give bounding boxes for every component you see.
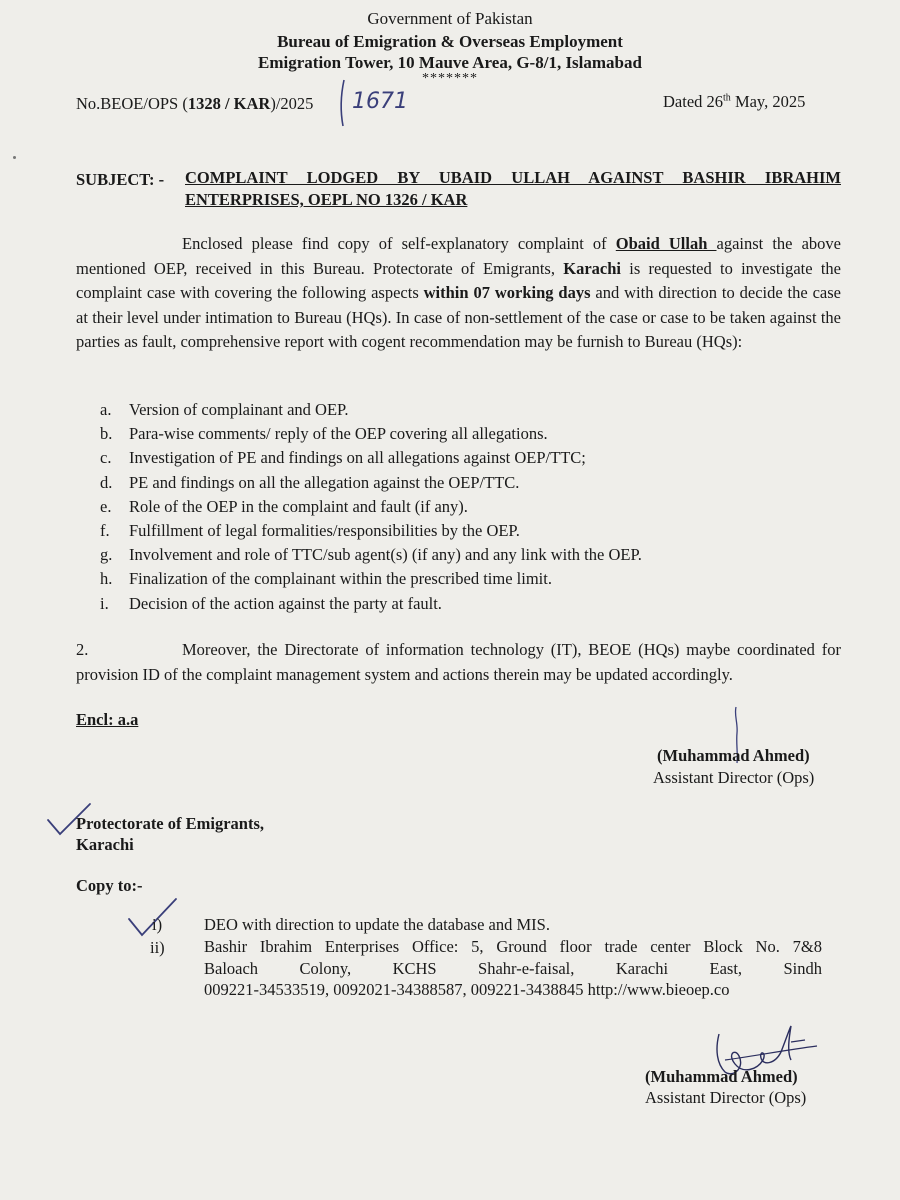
list-item — [100, 592, 820, 616]
list-item — [100, 471, 820, 495]
address-line-2: Baloach Colony, KCHS Shahr-e-faisal, Karachi East, Sindh — [204, 958, 822, 978]
handwritten-number-text: 1671 — [352, 89, 408, 114]
reference-suffix: )/2025 — [270, 94, 314, 113]
reference-code: 1328 / KAR — [187, 94, 271, 113]
copy-item-address — [204, 936, 822, 1001]
addressee-line-2: Karachi — [76, 835, 134, 854]
list-letter: e. — [100, 496, 112, 516]
date-suffix: May, 2025 — [730, 92, 806, 111]
p1-text-3: is requested to investigate the complaint case with covering the following aspects — [76, 258, 842, 303]
list-letter: g. — [100, 545, 113, 565]
list-item — [100, 543, 820, 567]
paragraph-1 — [76, 232, 841, 355]
list-letter: f. — [100, 520, 110, 540]
header-bureau: Bureau of Emigration & Overseas Employment — [277, 32, 623, 51]
enclosure-note: Encl: a.a — [76, 710, 139, 729]
list-letter: h. — [100, 569, 113, 589]
p1-text-4: and with direction to decide the case at their level under intimation to Bureau (HQs). In case of non-settlement of the case or case to be taken against the parties as fault, comprehensive report with cogent recommendation may be furnish to Bureau (HQs): — [76, 283, 841, 352]
scan-speck — [13, 156, 16, 159]
list-letter: d. — [100, 472, 113, 492]
subject-label: SUBJECT: - — [76, 170, 165, 189]
signatory-2-name: (Muhammad Ahmed) — [645, 1067, 798, 1086]
handwritten-dispatch-number — [338, 78, 408, 130]
list-text: PE and findings on all the allegation against the OEP/TTC. — [129, 472, 520, 492]
list-text: Fulfillment of legal formalities/responsibilities by the OEP. — [129, 520, 520, 540]
subject-line-2: ENTERPRISES, OEPL NO 1326 / KAR — [185, 190, 468, 209]
address-line-1: Bashir Ibrahim Enterprises Office: 5, Ground floor trade center Block No. 7&8 — [204, 937, 822, 956]
signatory-2-title: Assistant Director (Ops) — [645, 1088, 807, 1107]
date-prefix: Dated 26 — [663, 92, 724, 111]
subject-line-1: COMPLAINT LODGED BY UBAID ULLAH AGAINST BASHIR IBRAHIM — [185, 168, 841, 187]
aspects-list — [100, 398, 820, 616]
copy-to-label: Copy to:- — [76, 876, 143, 895]
copy-item-number: i) — [152, 915, 163, 934]
p1-text-2: against the above mentioned OEP, received in this Bureau. Protectorate of Emigrants, — [76, 234, 841, 278]
list-text: Decision of the action against the party at fault. — [129, 593, 442, 613]
list-letter: b. — [100, 424, 113, 444]
paragraph-2-text: Moreover, the Directorate of information technology (IT), BEOE (HQs) maybe coordinated for provision ID of the complaint management system and actions therein may be updated accordingly. — [76, 640, 841, 684]
copy-item-number: ii) — [150, 938, 165, 957]
list-item — [100, 495, 820, 519]
city-name: Karachi — [563, 258, 621, 278]
addressee-line-1: Protectorate of Emigrants, — [76, 814, 265, 833]
header-stars: ******* — [422, 71, 478, 86]
list-letter: a. — [100, 400, 112, 419]
complainant-name: Obaid Ullah — [615, 234, 717, 253]
deadline-text: within 07 working days — [423, 283, 591, 303]
list-letter: c. — [100, 448, 112, 468]
list-text: Version of complainant and OEP. — [129, 400, 349, 419]
header-address: Emigration Tower, 10 Mauve Area, G-8/1, Islamabad — [258, 53, 642, 72]
subject-text — [185, 167, 841, 211]
list-item — [100, 519, 820, 543]
letter-date — [663, 92, 805, 112]
copy-item-text: DEO with direction to update the database and MIS. — [204, 915, 550, 934]
p1-text-1: Enclosed please find copy of self-explanatory complaint of — [182, 234, 616, 253]
list-text: Role of the OEP in the complaint and fault (if any). — [129, 496, 468, 516]
paragraph-2 — [76, 638, 841, 687]
list-item — [100, 567, 820, 591]
address-line-3: 009221-34533519, 0092021-34388587, 009221-3438845 http://www.bieoep.co — [204, 980, 730, 999]
signatory-1-name: (Muhammad Ahmed) — [657, 746, 810, 765]
reference-number — [76, 94, 313, 114]
list-item — [100, 446, 820, 470]
list-item — [100, 398, 820, 422]
list-text: Involvement and role of TTC/sub agent(s) (if any) and any link with the OEP. — [129, 545, 642, 565]
paragraph-2-number: 2. — [76, 640, 89, 659]
reference-prefix: No.BEOE/OPS ( — [76, 94, 188, 113]
list-text: Investigation of PE and findings on all allegations against OEP/TTC; — [129, 448, 586, 468]
list-letter: i. — [100, 593, 109, 613]
header-government: Government of Pakistan — [367, 9, 533, 28]
date-sup: th — [723, 92, 731, 104]
signatory-1-title: Assistant Director (Ops) — [653, 768, 815, 787]
list-text: Finalization of the complainant within the prescribed time limit. — [129, 569, 552, 589]
list-item — [100, 422, 820, 446]
list-text: Para-wise comments/ reply of the OEP covering all allegations. — [129, 424, 548, 444]
